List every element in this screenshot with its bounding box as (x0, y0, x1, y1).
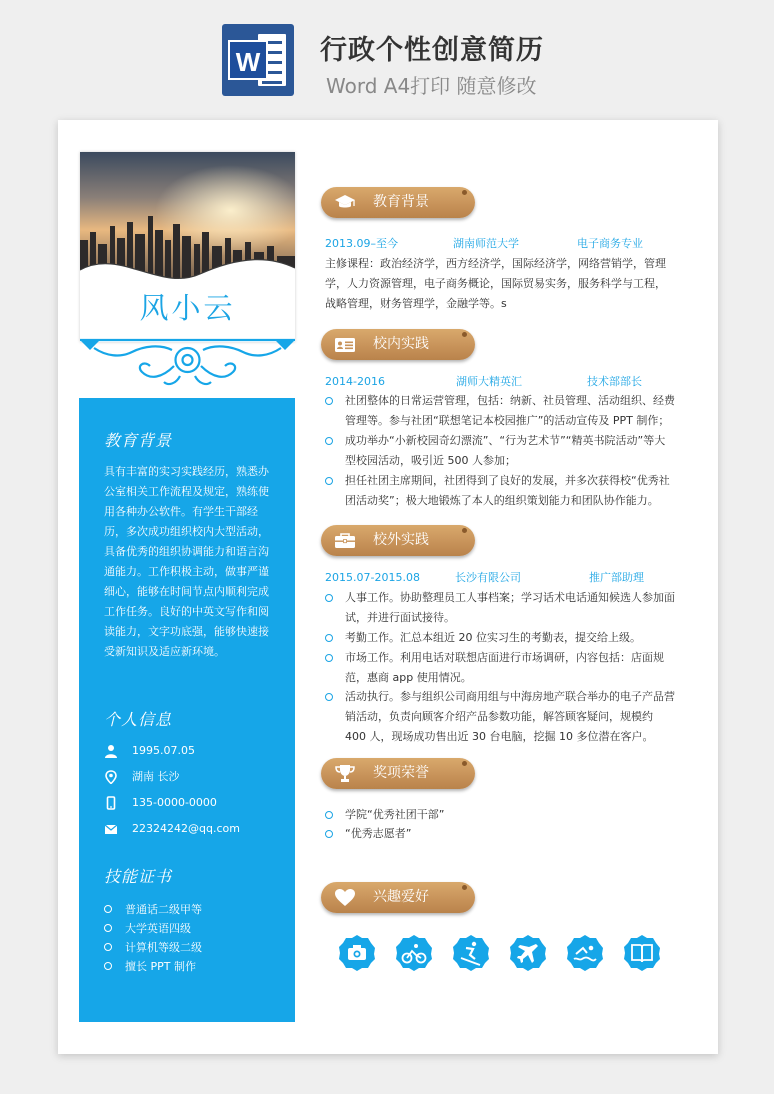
pin-icon (462, 761, 467, 766)
airplane-icon (509, 934, 547, 972)
skiing-icon (452, 934, 490, 972)
trophy-icon (334, 764, 356, 783)
word-icon (222, 24, 294, 96)
swimming-icon (566, 934, 604, 972)
camera-icon (338, 934, 376, 972)
info-text: 22324242@qq.com (132, 822, 240, 835)
ornament-icon (80, 336, 295, 390)
list-item: 学院“优秀社团干部” (325, 805, 675, 825)
graduation-cap-icon (334, 193, 356, 212)
section-tag-campus (321, 329, 475, 360)
circle-bullet-icon (104, 905, 112, 913)
list-item: 市场工作。利用电话对联想店面进行市场调研，内容包括：店面规范，惠商 app 使用情况。 (325, 648, 675, 688)
candidate-name: 风小云 (139, 291, 236, 325)
circle-bullet-icon (325, 830, 333, 838)
external-role: 推广部助理 (589, 571, 644, 584)
circle-bullet-icon (325, 654, 333, 662)
circle-bullet-icon (104, 943, 112, 951)
campus-org: 湖师大精英汇 (456, 375, 522, 388)
external-date: 2015.07-2015.08 (325, 571, 420, 584)
circle-bullet-icon (325, 477, 333, 485)
sidebar: 教育背景 具有丰富的实习实践经历，熟悉办公室相关工作流程及规定，熟练使用各种办公软件。有学生干部经历，多次成功组织校内大型活动，具备优秀的组织协调能力和语言沟通能力。工作积极主动，做事严谨细心，能够在时间节点内顺利完成工作任务。良好的中英文写作和阅读能力，文字功底强，能够快速接受新知识及适应新环境。 个人信息 1995.07.05 湖南 长沙 135-0000-0000 22324242@qq.com 技能证书 普通话二级甲等 大学英语四级 计算机等级二级 擅长 PPT 制作 (79, 398, 295, 1022)
cycling-icon (395, 934, 433, 972)
section-tag-awards (321, 758, 475, 789)
briefcase-icon (334, 531, 356, 550)
list-item: 人事工作。协助整理员工人事档案；学习话术电话通知候选人参加面试，并进行面试接待。 (325, 588, 675, 628)
page-title: 行政个性创意简历 (320, 35, 544, 66)
pin-icon (462, 528, 467, 533)
list-item: 担任社团主席期间，社团得到了良好的发展，并多次获得校“优秀社团活动奖”；极大地锻炼了本人的组织策划能力和团队协作能力。 (325, 471, 675, 511)
section-label: 教育背景 (373, 194, 429, 210)
campus-role: 技术部部长 (587, 375, 642, 388)
sidebar-summary: 具有丰富的实习实践经历，熟悉办公室相关工作流程及规定，熟练使用各种办公软件。有学生干部经历，多次成功组织校内大型活动，具备优秀的组织协调能力和语言沟通能力。工作积极主动，做事严谨细心，能够在时间节点内顺利完成工作任务。良好的中英文写作和阅读能力，文字功底强，能够快速接受新知识及适应新环境。 (104, 465, 269, 658)
circle-bullet-icon (104, 924, 112, 932)
id-card-icon (334, 335, 356, 354)
pin-icon (462, 190, 467, 195)
location-icon (104, 770, 118, 784)
section-label: 校内实践 (373, 336, 429, 352)
list-item: 活动执行。参与组织公司商用组与中海房地产联合举办的电子产品营销活动，负责向顾客介绍产品参数功能，解答顾客疑问，规模约 400 人，现场成功售出近 30 台电脑，挖掘 10 多位潜在客户。 (325, 687, 675, 747)
circle-bullet-icon (104, 962, 112, 970)
section-tag-education (321, 187, 475, 218)
sidebar-heading-personal: 个人信息 (104, 710, 173, 729)
circle-bullet-icon (325, 811, 333, 819)
mail-icon (104, 822, 118, 836)
education-org: 湖南师范大学 (453, 237, 519, 250)
sidebar-heading-education: 教育背景 (104, 431, 173, 450)
list-item: “优秀志愿者” (325, 824, 675, 844)
external-org: 长沙有限公司 (455, 571, 521, 584)
section-label: 校外实践 (373, 532, 429, 548)
pin-icon (462, 332, 467, 337)
info-text: 135-0000-0000 (132, 796, 217, 809)
circle-bullet-icon (325, 594, 333, 602)
education-courses: 主修课程：政治经济学，西方经济学，国际经济学，网络营销学，管理学，人力资源管理，电子商务概论，国际贸易实务，服务科学与工程，战略管理，财务管理学，金融学等。s (325, 257, 666, 310)
education-date: 2013.09–至今 (325, 237, 398, 250)
education-role: 电子商务专业 (577, 237, 643, 250)
info-text: 1995.07.05 (132, 744, 195, 757)
pin-icon (462, 885, 467, 890)
section-tag-external (321, 525, 475, 556)
circle-bullet-icon (325, 634, 333, 642)
person-icon (104, 744, 118, 758)
sidebar-heading-skills: 技能证书 (104, 867, 173, 886)
page-header (0, 0, 774, 110)
circle-bullet-icon (325, 437, 333, 445)
circle-bullet-icon (325, 397, 333, 405)
list-item: 成功举办“小新校园奇幻漂流”、“行为艺术节”“精英书院活动”等大型校园活动，吸引近 500 人参加； (325, 431, 675, 471)
info-text: 湖南 长沙 (132, 770, 180, 783)
campus-date: 2014-2016 (325, 375, 385, 388)
profile-card (80, 152, 295, 342)
list-item: 考勤工作。汇总本组近 20 位实习生的考勤表，提交给上级。 (325, 628, 675, 648)
section-tag-hobbies (321, 882, 475, 913)
section-label: 奖项荣誉 (373, 765, 429, 781)
list-item: 社团整体的日常运营管理，包括：纳新、社员管理、活动组织、经费管理等。参与社团“联想笔记本校园推广”的活动宣传及 PPT 制作； (325, 391, 675, 431)
resume-page (58, 120, 718, 1054)
section-label: 兴趣爱好 (373, 889, 429, 905)
page-subtitle: Word A4打印 随意修改 (326, 74, 537, 98)
phone-icon (104, 796, 118, 810)
word-icon-letter: W (228, 40, 268, 80)
book-icon (623, 934, 661, 972)
circle-bullet-icon (325, 693, 333, 701)
heart-icon (334, 888, 356, 907)
